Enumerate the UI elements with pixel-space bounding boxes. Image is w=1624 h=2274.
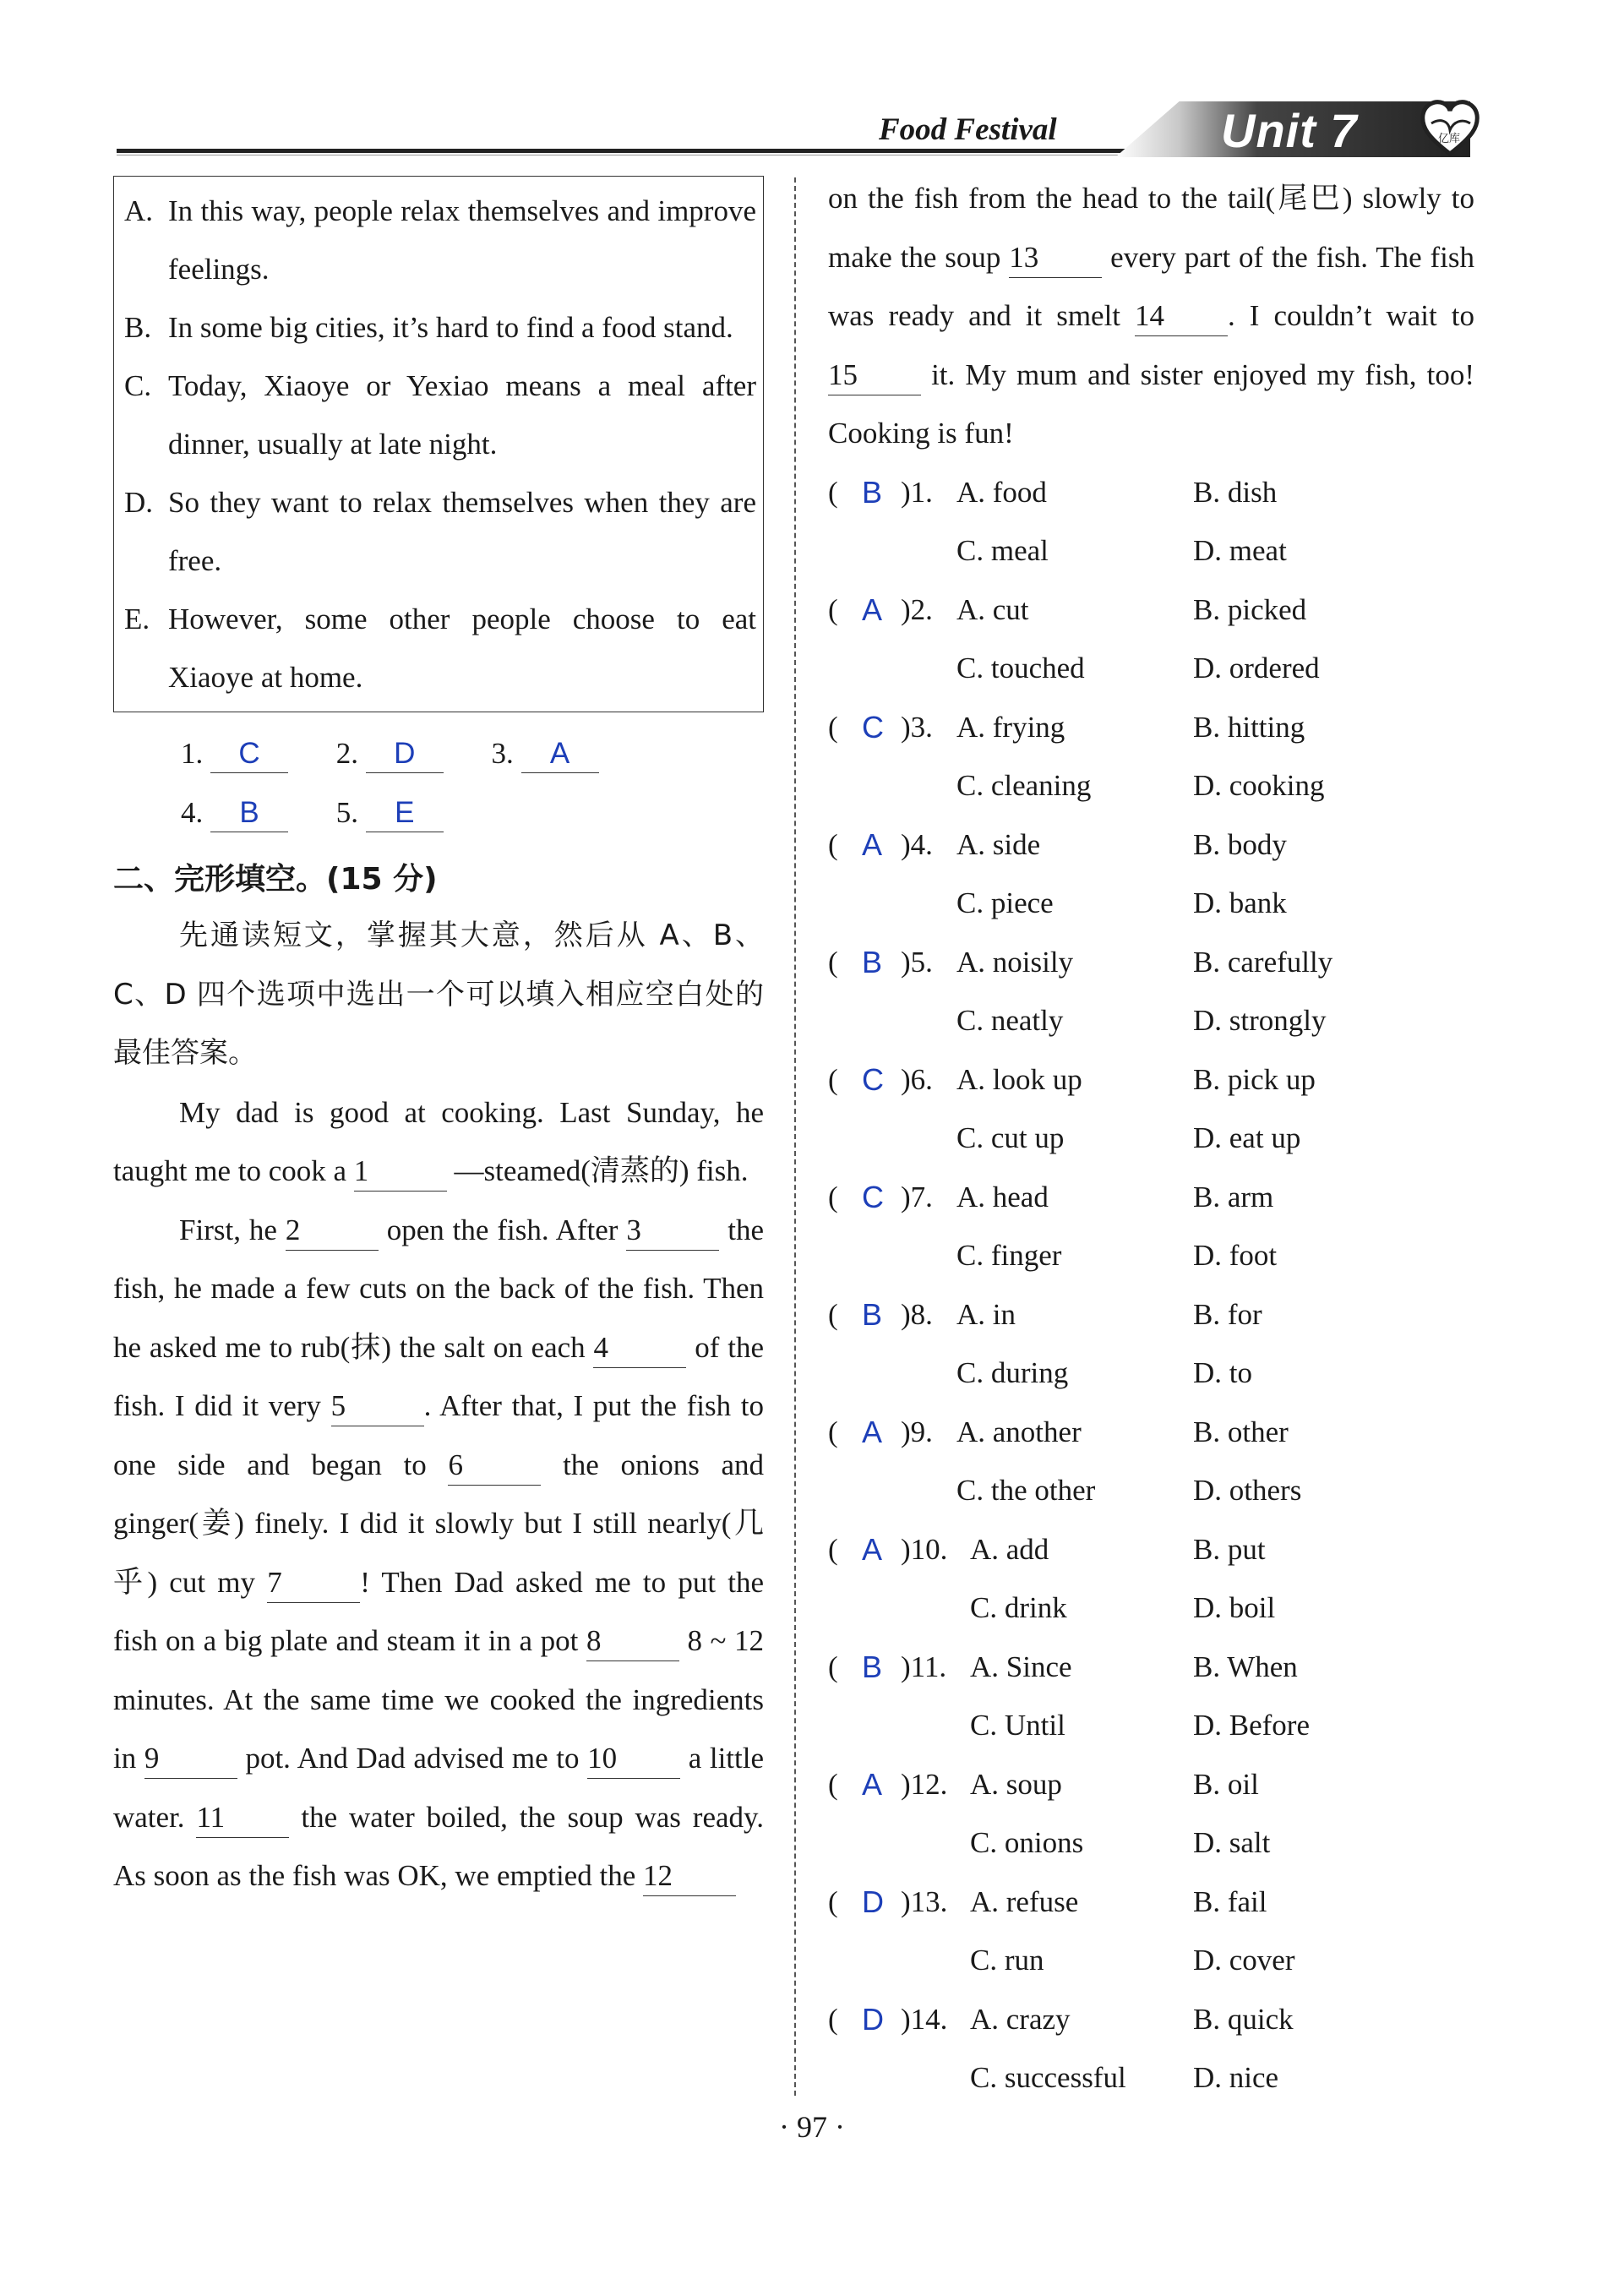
page-number: · 97 · bbox=[779, 2110, 845, 2144]
option-c[interactable]: C. finger bbox=[956, 1239, 1062, 1272]
paren-open: ( bbox=[828, 710, 838, 744]
question-row-second bbox=[828, 639, 1474, 698]
option-d[interactable]: D. foot bbox=[1193, 1239, 1278, 1272]
option-d[interactable]: D. salt bbox=[1193, 1826, 1271, 1859]
blank-4[interactable]: 4 bbox=[593, 1328, 686, 1368]
question-number: )4. bbox=[901, 827, 933, 861]
option-d[interactable]: D. Before bbox=[1193, 1709, 1311, 1742]
section-title: 二、完形填空。(15 分) bbox=[113, 862, 438, 897]
choice-answer[interactable]: B bbox=[862, 1296, 883, 1332]
question-row-second bbox=[828, 1813, 1474, 1873]
paren-open: ( bbox=[828, 945, 838, 979]
option-b[interactable]: B. dish bbox=[1193, 475, 1278, 509]
paren-open: ( bbox=[828, 1415, 838, 1448]
answer-slot-1: 1. C bbox=[181, 724, 288, 783]
option-c[interactable]: C. successful bbox=[970, 2061, 1126, 2094]
paren-open: ( bbox=[828, 1884, 838, 1918]
question-row-second bbox=[828, 756, 1474, 815]
question-list bbox=[828, 463, 1474, 2108]
choice-answer[interactable]: A bbox=[862, 1531, 883, 1567]
option-a[interactable]: A. soup bbox=[970, 1767, 1062, 1801]
option-c[interactable]: C. onions bbox=[970, 1826, 1084, 1859]
question-number: )13. bbox=[901, 1884, 948, 1918]
blank-11[interactable]: 11 bbox=[196, 1798, 289, 1838]
question-row bbox=[828, 1403, 1474, 1462]
question-row bbox=[828, 1873, 1474, 1932]
option-b: B. In some big cities, it’s hard to find a food stand. bbox=[124, 311, 733, 344]
emblem-text: 亿库 bbox=[1438, 133, 1461, 145]
question-row-second bbox=[828, 1344, 1474, 1403]
answer-slot-4: 4. B bbox=[181, 783, 288, 843]
options-box bbox=[113, 176, 764, 712]
option-d[interactable]: D. ordered bbox=[1193, 652, 1320, 684]
question-row-second bbox=[828, 1931, 1474, 1990]
option-c[interactable]: C. touched bbox=[956, 652, 1085, 684]
paren-open: ( bbox=[828, 1532, 838, 1566]
option-d[interactable]: D. others bbox=[1193, 1474, 1302, 1507]
option-c[interactable]: C. the other bbox=[956, 1474, 1096, 1507]
question-row bbox=[828, 1285, 1474, 1344]
question-row bbox=[828, 1755, 1474, 1814]
option-b[interactable]: B. When bbox=[1193, 1650, 1298, 1683]
question-row bbox=[828, 815, 1474, 875]
blank-9[interactable]: 9 bbox=[144, 1739, 237, 1779]
blank-13[interactable]: 13 bbox=[1009, 238, 1102, 278]
instructions: 先通读短文，掌握其大意，然后从 A、B、C、D 四个选项中选出一个可以填入相应空白处的最佳答案。 bbox=[113, 919, 764, 1070]
choice-answer[interactable]: B bbox=[862, 474, 883, 510]
option-a[interactable]: A. noisily bbox=[956, 945, 1074, 979]
question-row-second bbox=[828, 2048, 1474, 2108]
paren-open: ( bbox=[828, 1297, 838, 1331]
option-d[interactable]: D. cover bbox=[1193, 1944, 1295, 1977]
answer-slot-2: 2. D bbox=[336, 724, 444, 783]
option-c[interactable]: C. drink bbox=[970, 1591, 1067, 1624]
column-divider bbox=[794, 177, 796, 2096]
option-b[interactable]: B. hitting bbox=[1193, 710, 1305, 744]
question-row bbox=[828, 463, 1474, 522]
choice-answer[interactable]: C bbox=[862, 709, 884, 744]
option-d[interactable]: D. boil bbox=[1193, 1591, 1276, 1624]
question-row-second bbox=[828, 1109, 1474, 1168]
option-b[interactable]: B. for bbox=[1193, 1297, 1262, 1331]
passage-paragraph-1: My dad is good at cooking. Last Sunday, he taught me to cook a 1 —steamed(清蒸的) fish. bbox=[113, 1083, 764, 1201]
option-b[interactable]: B. body bbox=[1193, 827, 1287, 861]
paren-open: ( bbox=[828, 827, 838, 861]
option-b[interactable]: B. oil bbox=[1193, 1767, 1259, 1801]
question-number: )12. bbox=[901, 1767, 948, 1801]
paren-open: ( bbox=[828, 592, 838, 626]
question-row bbox=[828, 1168, 1474, 1227]
option-c[interactable]: C. piece bbox=[956, 886, 1054, 919]
question-number: )14. bbox=[901, 2002, 948, 2036]
blank-2[interactable]: 2 bbox=[286, 1211, 379, 1251]
choice-answer[interactable]: B bbox=[862, 944, 883, 979]
question-row-second bbox=[828, 1696, 1474, 1755]
blank-5[interactable]: 5 bbox=[331, 1387, 424, 1426]
option-a[interactable]: A. side bbox=[956, 827, 1041, 861]
option-c[interactable]: C. cut up bbox=[956, 1121, 1065, 1154]
option-a[interactable]: A. frying bbox=[956, 710, 1065, 744]
question-number: )7. bbox=[901, 1180, 933, 1213]
question-row bbox=[828, 1050, 1474, 1110]
question-row bbox=[828, 698, 1474, 757]
right-column bbox=[828, 169, 1474, 2108]
header-rule bbox=[117, 149, 1223, 153]
option-c[interactable]: C. during bbox=[956, 1356, 1069, 1389]
option-d[interactable]: D. cooking bbox=[1193, 769, 1325, 802]
choice-answer[interactable]: A bbox=[862, 1414, 883, 1449]
passage-continuation: on the fish from the head to the tail(尾巴) slowly to make the soup 13 every part of the fish. The fish was ready and it smelt 14 . I couldn’t wait to 15 it. My mum and sister enjoyed my fish, too! Cooking is fun! bbox=[828, 182, 1475, 450]
question-row bbox=[828, 581, 1474, 640]
blank-3[interactable]: 3 bbox=[626, 1211, 719, 1251]
option-d[interactable]: D. nice bbox=[1193, 2061, 1279, 2094]
option-d[interactable]: D. meat bbox=[1193, 534, 1287, 567]
running-title: Food Festival bbox=[879, 112, 1057, 147]
question-row-second bbox=[828, 1461, 1474, 1520]
blank-12[interactable]: 12 bbox=[643, 1857, 736, 1896]
blank-8[interactable]: 8 bbox=[586, 1622, 679, 1661]
question-number: )6. bbox=[901, 1062, 933, 1096]
left-column bbox=[113, 176, 764, 1906]
choice-answer[interactable]: C bbox=[862, 1061, 884, 1097]
option-b[interactable]: B. pick up bbox=[1193, 1062, 1316, 1096]
option-b[interactable]: B. other bbox=[1193, 1415, 1289, 1448]
question-row bbox=[828, 1520, 1474, 1579]
option-b[interactable]: B. quick bbox=[1193, 2002, 1294, 2036]
option-a: A. In this way, people relax themselves and improve feelings. bbox=[124, 194, 756, 286]
option-a[interactable]: A. cut bbox=[956, 592, 1029, 626]
option-c[interactable]: C. Until bbox=[970, 1709, 1065, 1742]
question-number: )9. bbox=[901, 1415, 933, 1448]
blank-6[interactable]: 6 bbox=[448, 1446, 541, 1486]
option-a[interactable]: A. refuse bbox=[970, 1884, 1079, 1918]
option-b[interactable]: B. fail bbox=[1193, 1884, 1267, 1918]
option-c[interactable]: C. run bbox=[970, 1944, 1044, 1977]
question-number: )10. bbox=[901, 1532, 948, 1566]
option-e: E. However, some other people choose to eat Xiaoye at home. bbox=[124, 603, 756, 694]
question-number: )11. bbox=[901, 1650, 947, 1683]
choice-answer[interactable]: D bbox=[862, 1884, 884, 1919]
option-a[interactable]: A. another bbox=[956, 1415, 1082, 1448]
paren-open: ( bbox=[828, 1062, 838, 1096]
option-c[interactable]: C. cleaning bbox=[956, 769, 1092, 802]
paren-open: ( bbox=[828, 2002, 838, 2036]
option-a[interactable]: A. in bbox=[956, 1297, 1016, 1331]
option-c: C. Today, Xiaoye or Yexiao means a meal after dinner, usually at late night. bbox=[124, 369, 756, 461]
question-row-second bbox=[828, 1226, 1474, 1285]
task-answers bbox=[181, 724, 764, 843]
blank-10[interactable]: 10 bbox=[587, 1739, 680, 1779]
option-d: D. So they want to relax themselves when they are free. bbox=[124, 486, 756, 577]
question-number: )1. bbox=[901, 475, 933, 509]
question-row-second bbox=[828, 991, 1474, 1050]
choice-answer[interactable]: D bbox=[862, 2001, 884, 2037]
unit-label: Unit 7 bbox=[1221, 104, 1358, 157]
choice-answer[interactable]: A bbox=[862, 1766, 883, 1802]
choice-answer[interactable]: C bbox=[862, 1179, 884, 1214]
question-row-second bbox=[828, 521, 1474, 581]
answer-slot-3: 3. A bbox=[492, 724, 599, 783]
answer-slot-5: 5. E bbox=[336, 783, 444, 843]
option-d[interactable]: D. bank bbox=[1193, 886, 1287, 919]
paren-open: ( bbox=[828, 475, 838, 509]
option-a[interactable]: A. look up bbox=[956, 1062, 1082, 1096]
option-a[interactable]: A. Since bbox=[970, 1650, 1072, 1683]
option-d[interactable]: D. strongly bbox=[1193, 1004, 1327, 1037]
paren-open: ( bbox=[828, 1180, 838, 1213]
question-number: )3. bbox=[901, 710, 933, 744]
option-b[interactable]: B. picked bbox=[1193, 592, 1307, 626]
option-d[interactable]: D. eat up bbox=[1193, 1121, 1301, 1154]
option-b[interactable]: B. arm bbox=[1193, 1180, 1274, 1213]
question-number: )2. bbox=[901, 592, 933, 626]
blank-1[interactable]: 1 bbox=[354, 1152, 447, 1192]
option-a[interactable]: A. head bbox=[956, 1180, 1049, 1213]
heart-logo-icon bbox=[1420, 98, 1480, 157]
question-row bbox=[828, 933, 1474, 992]
option-b[interactable]: B. put bbox=[1193, 1532, 1266, 1566]
choice-answer[interactable]: A bbox=[862, 592, 883, 627]
blank-15[interactable]: 15 bbox=[828, 356, 921, 395]
choice-answer[interactable]: B bbox=[862, 1649, 883, 1684]
option-d[interactable]: D. to bbox=[1193, 1356, 1252, 1389]
option-c[interactable]: C. meal bbox=[956, 534, 1049, 567]
passage-paragraph-2: First, he 2 open the fish. After 3 the fish, he made a few cuts on the back of the fish. Then he asked me to rub(抹) the salt on each 4 of the fish. I did it very 5 . After that, I put the fish to one side and began to 6 the onions and ginger(姜) finely. I did it slowly but I still nearly(几乎) cut my 7 ! Then Dad asked me to put the fish on a big plate and steam it in a pot 8 8 ~ 12 minutes. At the same time we cooked the ingredients in 9 pot. And Dad advised me to 10 a little water. 11 the water boiled, the soup was ready. As soon as the fish was OK, we emptied the 12 bbox=[113, 1201, 764, 1906]
option-a[interactable]: A. add bbox=[970, 1532, 1049, 1566]
question-number: )8. bbox=[901, 1297, 933, 1331]
question-row bbox=[828, 1990, 1474, 2049]
choice-answer[interactable]: A bbox=[862, 826, 883, 862]
blank-7[interactable]: 7 bbox=[267, 1563, 360, 1603]
paren-open: ( bbox=[828, 1650, 838, 1683]
question-row bbox=[828, 1638, 1474, 1697]
option-b[interactable]: B. carefully bbox=[1193, 945, 1333, 979]
option-a[interactable]: A. food bbox=[956, 475, 1047, 509]
paren-open: ( bbox=[828, 1767, 838, 1801]
option-c[interactable]: C. neatly bbox=[956, 1004, 1064, 1037]
question-row-second bbox=[828, 874, 1474, 933]
question-row-second bbox=[828, 1579, 1474, 1638]
option-a[interactable]: A. crazy bbox=[970, 2002, 1071, 2036]
question-number: )5. bbox=[901, 945, 933, 979]
blank-14[interactable]: 14 bbox=[1135, 297, 1228, 336]
